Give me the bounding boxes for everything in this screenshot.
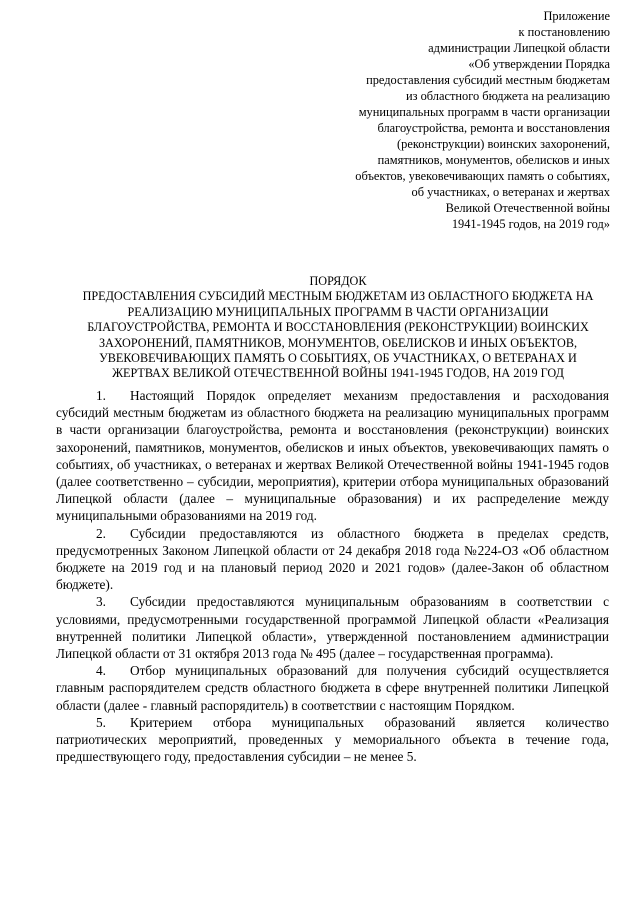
document-body (56, 387, 609, 765)
appendix-line: Великой Отечественной войны (445, 201, 610, 215)
title-heading: ПОРЯДОК (309, 274, 367, 288)
appendix-line: администрации Липецкой области (428, 41, 610, 55)
appendix-line: к постановлению (518, 25, 610, 39)
paragraph-1 (56, 387, 609, 525)
paragraph-text: Субсидии предоставляются муниципальным образованиям в соответствии с условиями, предусмотренными государственной программой Липецкой области «Реализация внутренней политики Липецкой области», утвержденной постановлением администрации Липецкой области от 31 октября 2013 года № 495 (далее – государственная программа). (56, 594, 609, 662)
title-line: БЛАГОУСТРОЙСТВА, РЕМОНТА И ВОССТАНОВЛЕНИЯ (РЕКОНСТРУКЦИИ) ВОИНСКИХ (87, 320, 589, 335)
paragraph-number: 3. (96, 594, 106, 610)
appendix-line: благоустройства, ремонта и восстановления (377, 121, 610, 135)
appendix-line: памятников, монументов, обелисков и иных (377, 153, 610, 167)
title-line: ЖЕРТВАХ ВЕЛИКОЙ ОТЕЧЕСТВЕННОЙ ВОЙНЫ 1941-1945 ГОДОВ, НА 2019 ГОД (112, 366, 564, 381)
title-line: РЕАЛИЗАЦИЮ МУНИЦИПАЛЬНЫХ ПРОГРАММ В ЧАСТИ ОРГАНИЗАЦИИ (127, 304, 549, 319)
appendix-line: Приложение (543, 9, 610, 23)
paragraph-number: 1. (96, 388, 106, 403)
paragraph-text: Настоящий Порядок определяет механизм предоставления и расходования субсидий местным бюджетам из областного бюджета на реализацию муниципальных программ в части организации благоустройства, ремонта и восстановления (реконструкции) воинских захоронений, памятников, монументов, обелисков и иных объектов, увековечивающих память о событиях, об участниках, о ветеранах и жертвах Великой Отечественной войны 1941-1945 годов (далее соответственно – субсидии, мероприятия), критерии отбора муниципальных образований Липецкой области (далее – муниципальные образования) и их распределение между муниципальными образованиями на 2019 год. (56, 388, 609, 524)
appendix-line: об участниках, о ветеранах и жертвах (411, 185, 610, 199)
paragraph-2 (56, 525, 609, 594)
appendix-line: муниципальных программ в части организации (358, 105, 610, 119)
paragraph-text: Отбор муниципальных образований для получения субсидий осуществляется главным распорядителем средств областного бюджета в сфере внутренней политики Липецкой области (далее - главный распорядитель) в соответствии с настоящим Порядком. (56, 663, 609, 713)
title-line: ПРЕДОСТАВЛЕНИЯ СУБСИДИЙ МЕСТНЫМ БЮДЖЕТАМ ИЗ ОБЛАСТНОГО БЮДЖЕТА НА (82, 289, 594, 304)
paragraph-3 (56, 593, 609, 662)
paragraph-4 (56, 662, 609, 714)
title-line: УВЕКОВЕЧИВАЮЩИХ ПАМЯТЬ О СОБЫТИЯХ, ОБ УЧАСТНИКАХ, О ВЕТЕРАНАХ И (99, 351, 577, 366)
appendix-line: из областного бюджета на реализацию (405, 89, 610, 103)
appendix-line: предоставления субсидий местным бюджетам (366, 73, 610, 87)
paragraph-5 (56, 714, 609, 766)
paragraph-number: 4. (96, 663, 106, 679)
paragraph-text: Критерием отбора муниципальных образований является количество патриотических мероприятий, проведенных у мемориального объекта в течение года, предшествующего году, предоставления субсидии – не менее 5. (56, 714, 609, 765)
appendix-block (310, 8, 610, 232)
appendix-line: (реконструкции) воинских захоронений, (397, 137, 610, 151)
document-title (48, 274, 628, 382)
appendix-line: 1941-1945 годов, на 2019 год» (451, 217, 610, 231)
paragraph-text: Субсидии предоставляются из областного бюджета в пределах средств, предусмотренных Законом Липецкой области от 24 декабря 2018 года №224-ОЗ «Об областном бюджете на 2019 год и на плановый период 2020 и 2021 годов» (далее-Закон об областном бюджете). (56, 525, 609, 593)
paragraph-number: 5. (96, 714, 106, 730)
title-line: ЗАХОРОНЕНИЙ, ПАМЯТНИКОВ, МОНУМЕНТОВ, ОБЕЛИСКОВ И ИНЫХ ОБЪЕКТОВ, (98, 335, 578, 350)
appendix-line: объектов, увековечивающих память о событиях, (355, 169, 610, 183)
appendix-line: «Об утверждении Порядка (468, 57, 610, 71)
paragraph-number: 2. (96, 525, 106, 541)
